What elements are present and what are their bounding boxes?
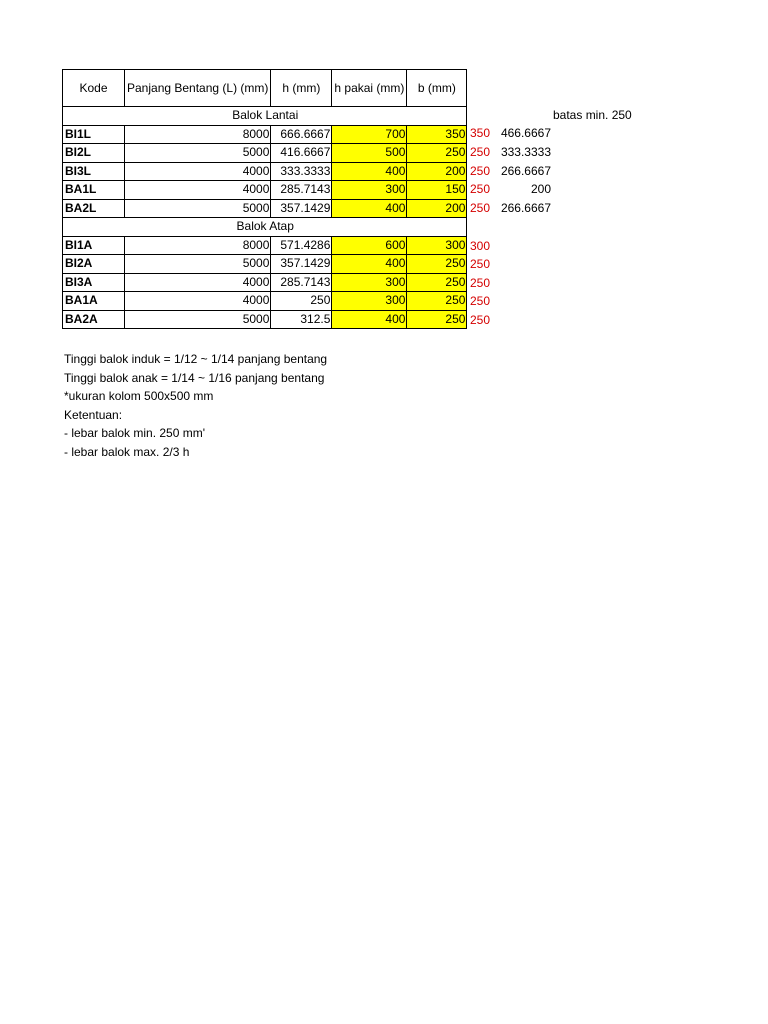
cell-h[interactable]: 666.6667 <box>271 125 332 144</box>
cell-kode[interactable]: BI1A <box>63 236 125 255</box>
cell-h[interactable]: 416.6667 <box>271 144 332 163</box>
cell-kode[interactable]: BA1A <box>63 292 125 311</box>
header-panjang-bentang[interactable]: Panjang Bentang (L) (mm) <box>125 70 271 107</box>
section-row <box>63 218 467 237</box>
lantai-ratio-value[interactable]: 266.6667 <box>500 201 551 215</box>
cell-b[interactable]: 250 <box>407 144 467 163</box>
cell-kode[interactable]: BI2A <box>63 255 125 274</box>
section-row <box>63 107 467 126</box>
batas-min-label[interactable]: batas min. 250 <box>553 108 632 122</box>
cell-b[interactable]: 250 <box>407 273 467 292</box>
header-b[interactable]: b (mm) <box>407 70 467 107</box>
atap-min-value[interactable]: 250 <box>469 257 490 271</box>
cell-kode[interactable]: BI3L <box>63 162 125 181</box>
cell-h-pakai[interactable]: 400 <box>332 255 407 274</box>
cell-b[interactable]: 350 <box>407 125 467 144</box>
table-header-row <box>63 70 467 107</box>
note-line[interactable]: Tinggi balok induk = 1/12 ~ 1/14 panjang bentang <box>64 352 328 366</box>
lantai-ratio-value[interactable]: 466.6667 <box>500 126 551 140</box>
note-line[interactable]: - lebar balok min. 250 mm' <box>64 426 206 440</box>
cell-panjang[interactable]: 4000 <box>125 162 271 181</box>
table-row <box>63 125 467 144</box>
cell-panjang[interactable]: 4000 <box>125 292 271 311</box>
cell-h[interactable]: 357.1429 <box>271 199 332 218</box>
cell-h[interactable]: 285.7143 <box>271 181 332 200</box>
cell-h-pakai[interactable]: 700 <box>332 125 407 144</box>
table-row <box>63 273 467 292</box>
cell-panjang[interactable]: 4000 <box>125 181 271 200</box>
section-title-balok-lantai[interactable]: Balok Lantai <box>63 107 467 126</box>
table-row <box>63 181 467 200</box>
cell-panjang[interactable]: 5000 <box>125 255 271 274</box>
cell-h[interactable]: 357.1429 <box>271 255 332 274</box>
cell-h-pakai[interactable]: 400 <box>332 310 407 329</box>
cell-h[interactable]: 571.4286 <box>271 236 332 255</box>
lantai-ratio-value[interactable]: 200 <box>530 182 551 196</box>
lantai-min-value[interactable]: 250 <box>469 201 490 215</box>
note-line[interactable]: Ketentuan: <box>64 407 123 422</box>
note-line[interactable]: - lebar balok max. 2/3 h <box>64 444 190 459</box>
cell-b[interactable]: 200 <box>407 199 467 218</box>
cell-kode[interactable]: BI1L <box>63 125 125 144</box>
note-line[interactable]: Tinggi balok anak = 1/14 ~ 1/16 panjang bentang <box>64 370 325 385</box>
table-row <box>63 310 467 329</box>
cell-h[interactable]: 333.3333 <box>271 162 332 181</box>
table-row <box>63 199 467 218</box>
cell-h-pakai[interactable]: 300 <box>332 181 407 200</box>
cell-panjang[interactable]: 5000 <box>125 144 271 163</box>
cell-panjang[interactable]: 8000 <box>125 125 271 144</box>
table-row <box>63 236 467 255</box>
cell-b[interactable]: 300 <box>407 236 467 255</box>
cell-b[interactable]: 200 <box>407 162 467 181</box>
lantai-min-value[interactable]: 250 <box>469 164 490 178</box>
section-title-balok-atap[interactable]: Balok Atap <box>63 218 467 237</box>
cell-h-pakai[interactable]: 500 <box>332 144 407 163</box>
cell-b[interactable]: 150 <box>407 181 467 200</box>
cell-panjang[interactable]: 8000 <box>125 236 271 255</box>
lantai-ratio-value[interactable]: 333.3333 <box>500 145 551 159</box>
lantai-ratio-value[interactable]: 266.6667 <box>500 164 551 178</box>
cell-panjang[interactable]: 4000 <box>125 273 271 292</box>
lantai-min-value[interactable]: 250 <box>469 145 490 159</box>
cell-h-pakai[interactable]: 600 <box>332 236 407 255</box>
cell-h[interactable]: 312.5 <box>271 310 332 329</box>
cell-kode[interactable]: BA1L <box>63 181 125 200</box>
cell-h-pakai[interactable]: 400 <box>332 199 407 218</box>
cell-b[interactable]: 250 <box>407 310 467 329</box>
table-row <box>63 144 467 163</box>
lantai-min-value[interactable]: 250 <box>469 182 490 196</box>
cell-h-pakai[interactable]: 400 <box>332 162 407 181</box>
notes-block <box>64 350 327 461</box>
cell-h[interactable]: 285.7143 <box>271 273 332 292</box>
header-h-pakai[interactable]: h pakai (mm) <box>332 70 407 107</box>
cell-b[interactable]: 250 <box>407 292 467 311</box>
header-h[interactable]: h (mm) <box>271 70 332 107</box>
cell-b[interactable]: 250 <box>407 255 467 274</box>
table-row <box>63 162 467 181</box>
table-row <box>63 292 467 311</box>
table-row <box>63 255 467 274</box>
cell-kode[interactable]: BA2L <box>63 199 125 218</box>
cell-h-pakai[interactable]: 300 <box>332 292 407 311</box>
note-line[interactable]: *ukuran kolom 500x500 mm <box>64 389 214 403</box>
cell-panjang[interactable]: 5000 <box>125 199 271 218</box>
atap-min-value[interactable]: 300 <box>469 239 490 253</box>
cell-h-pakai[interactable]: 300 <box>332 273 407 292</box>
atap-min-value[interactable]: 250 <box>469 276 490 290</box>
cell-kode[interactable]: BI2L <box>63 144 125 163</box>
lantai-min-value[interactable]: 350 <box>469 126 490 140</box>
atap-min-value[interactable]: 250 <box>469 294 490 308</box>
cell-h[interactable]: 250 <box>271 292 332 311</box>
atap-min-value[interactable]: 250 <box>469 313 490 327</box>
cell-kode[interactable]: BA2A <box>63 310 125 329</box>
cell-panjang[interactable]: 5000 <box>125 310 271 329</box>
header-kode[interactable]: Kode <box>63 70 125 107</box>
beam-dimension-table <box>62 69 467 329</box>
cell-kode[interactable]: BI3A <box>63 273 125 292</box>
